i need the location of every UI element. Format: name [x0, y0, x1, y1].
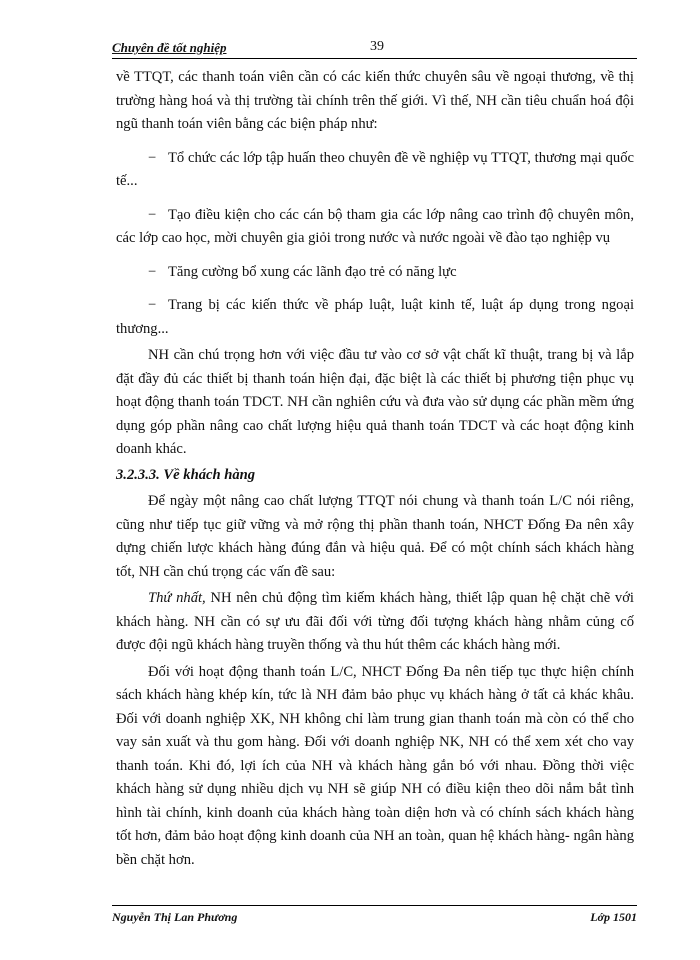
first-point-text: NH nên chủ động tìm kiếm khách hàng, thiết lập quan hệ chặt chẽ với khách hàng. NH cần có sự ưu đãi đối với từng đối tượng khách hàng nhằm củng cố được đội ngũ khách hàng truyền thống và thu hút thêm các khách hàng mới. — [116, 590, 634, 653]
dash-marker: − — [148, 297, 157, 313]
bullet-text: Trang bị các kiến thức về pháp luật, luật kinh tế, luật áp dụng trong ngoại thương... — [116, 297, 634, 337]
bullet-text: Tăng cường bổ xung các lãnh đạo trẻ có năng lực — [168, 263, 457, 280]
header-title: Chuyên đề tốt nghiệp — [112, 40, 227, 55]
page-header — [112, 38, 637, 59]
bullet-item — [116, 261, 634, 285]
bullet-text: Tạo điều kiện cho các cán bộ tham gia các lớp nâng cao trình độ chuyên môn, các lớp cao học, mời chuyên gia giỏi trong nước và nước ngoài về đào tạo nghiệp vụ — [116, 206, 634, 246]
first-point-lead: Thứ nhất, — [148, 590, 206, 606]
bullet-text: Tổ chức các lớp tập huấn theo chuyên đề về nghiệp vụ TTQT, thương mại quốc tế... — [116, 149, 634, 189]
bullet-item — [116, 147, 634, 194]
dash-marker: − — [148, 263, 157, 280]
intro-paragraph: về TTQT, các thanh toán viên cần có các kiến thức chuyên sâu về ngoại thương, về thị trường hàng hoá và thị trường tài chính trên thế giới. Vì thế, NH cần tiêu chuẩn hoá đội ngũ thanh toán viên bằng các biện pháp như: — [116, 69, 634, 132]
page-number: 39 — [370, 39, 384, 54]
lc-payment-paragraph: Đối với hoạt động thanh toán L/C, NHCT Đống Đa nên tiếp tục thực hiện chính sách khách hàng khép kín, tức là NH đảm bảo phục vụ khách hàng ở tất cả khác khâu. Đối với doanh nghiệp XK, NH không chỉ làm trung gian thanh toán mà còn có thể cho vay sản xuất và thu gom hàng. Đối với doanh nghiệp NK, NH có thể xem xét cho vay thanh toán. Khi đó, lợi ích của NH và khách hàng gắn bó với nhau. Đồng thời việc khách hàng sử dụng nhiều dịch vụ NH sẽ giúp NH có điều kiện theo dõi nắm bắt tình hình tài chính, kinh doanh của khách hàng toàn diện hơn và có chính sách khách hàng tốt hơn, đảm bảo hoạt động kinh doanh của NH an toàn, quan hệ khách hàng- ngân hàng bền chặt hơn. — [116, 663, 634, 868]
section-heading: 3.2.3.3. Về khách hàng — [116, 466, 256, 483]
dash-marker: − — [148, 149, 157, 166]
footer-author: Nguyễn Thị Lan Phương — [112, 910, 238, 924]
bullet-item — [116, 294, 634, 341]
bullet-item — [116, 204, 634, 251]
footer-class: Lớp 1501 — [590, 910, 637, 924]
document-body — [116, 66, 634, 872]
customer-strategy-paragraph: Để ngày một nâng cao chất lượng TTQT nói chung và thanh toán L/C nói riêng, cũng như tiếp tục giữ vững và mở rộng thị phần thanh toán, NHCT Đống Đa nên xây dựng chiến lược khách hàng đúng đắn và hiệu quả. Để có một chính sách khách hàng tốt, NH cần chú trọng các vấn đề sau: — [116, 493, 634, 580]
first-point-paragraph — [116, 587, 634, 658]
page-footer — [112, 905, 637, 928]
tech-investment-paragraph: NH cần chú trọng hơn với việc đầu tư vào cơ sở vật chất kĩ thuật, trang bị và lắp đặt đầy đủ các thiết bị thanh toán hiện đại, đặc biệt là các thiết bị phương tiện phục vụ hoạt động thanh toán TDCT. NH cần nghiên cứu và đưa vào sử dụng các phần mềm ứng dụng góp phần nâng cao chất lượng hiệu quả thanh toán TDCT và các hoạt động kinh doanh khác. — [116, 347, 634, 457]
dash-marker: − — [148, 206, 157, 223]
